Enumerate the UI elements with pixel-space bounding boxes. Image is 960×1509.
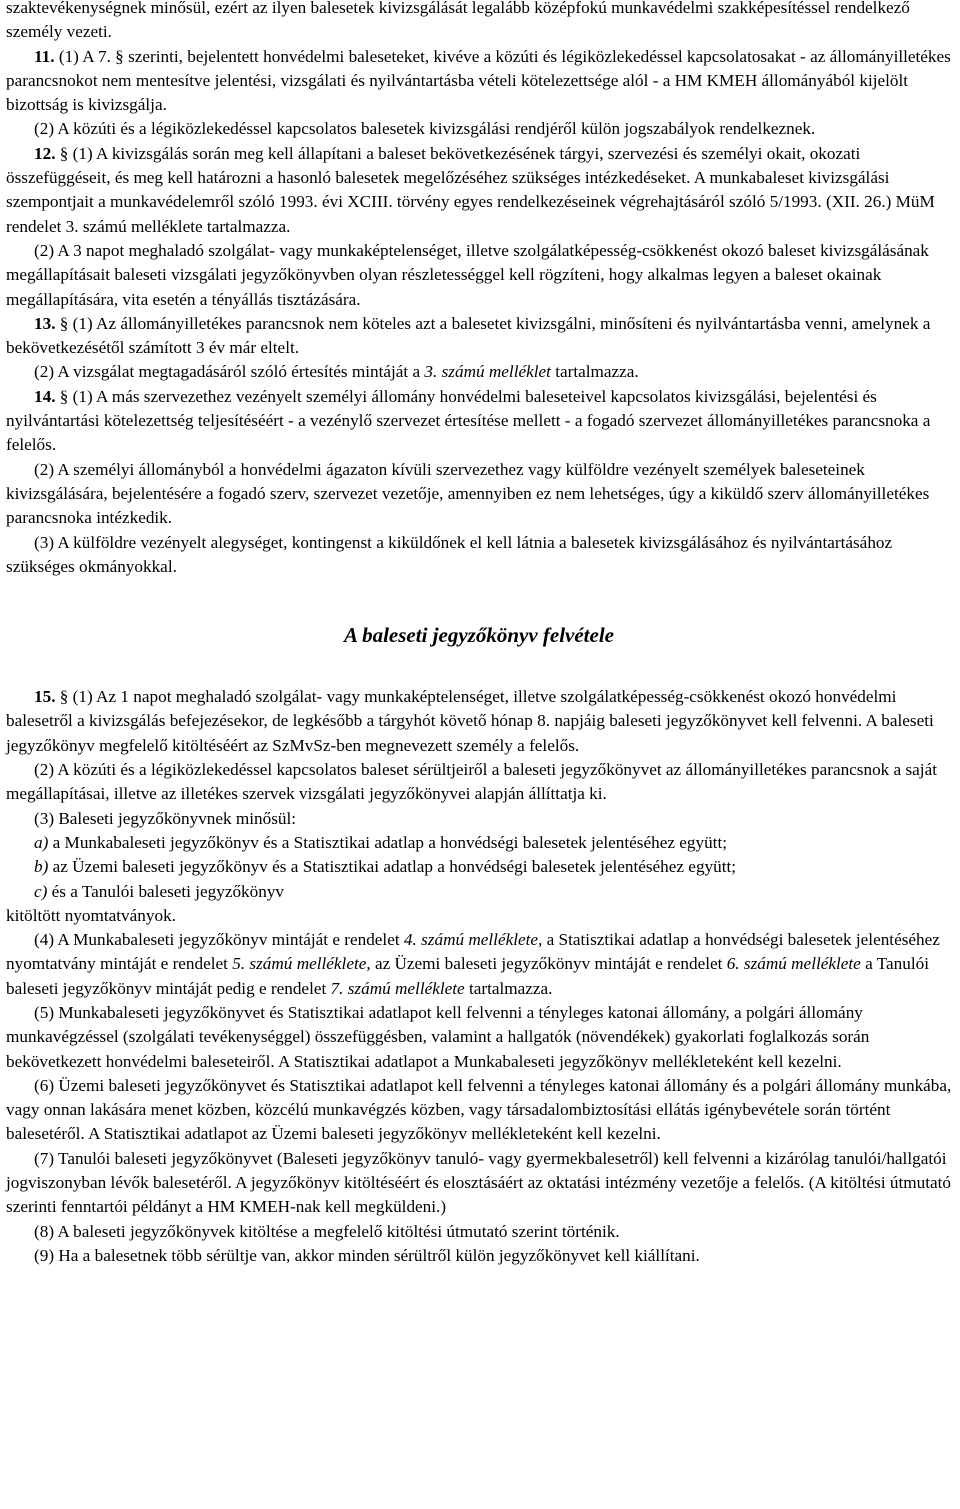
text: (6) Üzemi baleseti jegyzőkönyvet és Statisztikai adatlapot kell felvenni a tényleges katonai állomány és a polgári állomány munkába, vagy onnan lakására menet közben, közcélú munkavégzés közben, vagy társadalombiztosítási ellátás igénybevétele során történt balesetéről. A Statisztikai adatlapot az Üzemi baleseti jegyzőkönyv mellékleteként kell kezelni.	[6, 1075, 952, 1144]
section-12-para-1	[6, 142, 952, 239]
text: (3) Baleseti jegyzőkönyvnek minősül:	[34, 808, 297, 828]
text: (2) A vizsgálat megtagadásáról szóló értesítés mintáját a	[34, 362, 425, 382]
text: a Statisztikai adatlap a honvédségi balesetek jelentéséhez nyomtatvány mintáját e rendelet	[6, 930, 940, 974]
section-12-para-2	[6, 239, 952, 312]
text: (1) A 7. § szerinti, bejelentett honvédelmi baleseteket, kivéve a közúti és légiközlekedéssel kapcsolatosakat - az állományilletékes parancsnokot nem mentesítve jelentési, vizsgálati és nyilvántartásba vételi kötelezettsége alól - a HM KMEH állományából kijelölt bizottság is kivizsgálja.	[6, 46, 951, 115]
text: az Üzemi baleseti jegyzőkönyv és a Statisztikai adatlap a honvédségi balesetek jelentéséhez együtt;	[48, 857, 737, 877]
text: (2) A közúti és a légiközlekedéssel kapcsolatos baleset sérültjeiről a baleseti jegyzőkönyvet az állományilletékes parancsnok a saját megállapításai, illetve az illetékes szervek vizsgálati jegyzőkönyvei alapján állíttatja ki.	[6, 760, 937, 804]
text: tartalmazza.	[464, 978, 553, 998]
text: (7) Tanulói baleseti jegyzőkönyvet (Baleseti jegyzőkönyv tanuló- vagy gyermekbalesetről) kell felvenni a kizárólag tanulói/hallgatói jogviszonyban lévők balesetéről. A jegyzőkönyv kitöltéséért és elosztásáért az oktatási intézmény vezetője a felelős. (A kitöltési útmutató szerinti fenntartói példányt a HM KMEH-nak kell megküldeni.)	[6, 1148, 952, 1217]
text: (4) A Munkabaleseti jegyzőkönyv mintáját e rendelet	[34, 930, 404, 950]
annex-reference: 5. számú melléklete,	[232, 954, 371, 974]
text: és a Tanulói baleseti jegyzőkönyv	[47, 881, 285, 901]
section-11-para-1	[6, 45, 952, 118]
text: tartalmazza.	[550, 362, 639, 382]
text: § (1) Az állományilletékes parancsnok nem köteles azt a balesetet kivizsgálni, minősíteni és nyilvántartásba venni, amelynek a bekövetkezésétől számított 3 év már eltelt.	[6, 313, 931, 358]
text: § (1) Az 1 napot meghaladó szolgálat- vagy munkaképtelenséget, illetve szolgálatképesség-csökkenést okozó honvédelmi balesetről a kivizsgálás befejezésekor, de legkésőbb a tárgyhót követő hónap 8. napjáig baleseti jegyzőkönyvet kell felvenni. A baleseti jegyzőkönyv megfelelő kitöltéséért az SzMvSz-ben megnevezett személy a felelős.	[6, 687, 934, 755]
annex-reference: 3. számú melléklet	[424, 362, 551, 382]
text: a Munkabaleseti jegyzőkönyv és a Statisztikai adatlap a honvédségi balesetek jelentéséhez együtt;	[48, 832, 727, 852]
text: (9) Ha a balesetnek több sérültje van, akkor minden sérültről külön jegyzőkönyvet kell kiállítani.	[34, 1245, 700, 1265]
list-closing	[6, 904, 952, 928]
text: (5) Munkabaleseti jegyzőkönyvet és Statisztikai adatlapot kell felvenni a tényleges katonai állomány, a polgári állomány munkavégzéssel (szolgálati tevékenységgel) összefüggésben, valamint a hallgatók (növendékek) gyakorlati foglalkozás során bekövetkezett honvédelmi baleseteiről. A Statisztikai adatlapot a Munkabaleseti jegyzőkönyv mellékleteként kell kezelni.	[6, 1002, 870, 1071]
annex-reference: 6. számú melléklete	[726, 954, 861, 974]
section-13-para-2	[6, 360, 952, 384]
list-item-c	[6, 880, 952, 904]
section-number: 14.	[34, 386, 56, 406]
section-15-para-5	[6, 1001, 952, 1074]
section-15-para-9	[6, 1244, 952, 1268]
annex-reference: 7. számú melléklete	[330, 978, 465, 998]
paragraph-continuation	[6, 0, 952, 45]
text: (8) A baleseti jegyzőkönyvek kitöltése a megfelelő kitöltési útmutató szerint történik.	[34, 1221, 620, 1241]
section-number: 12.	[34, 143, 56, 163]
text: § (1) A kivizsgálás során meg kell állapítani a baleset bekövetkezésének tárgyi, szervezési és személyi okait, okozati összefüggéseit, és meg kell határozni a hasonló balesetek megelőzéséhez szükséges intézkedéseket. A munkabaleset kivizsgálási szempontjait a munkavédelemről szóló 1993. évi XCIII. törvény egyes rendelkezéseinek végrehajtásáról szóló 5/1993. (XII. 26.) MüM rendelet 3. számú melléklete tartalmazza.	[6, 143, 935, 236]
list-marker: b)	[34, 857, 49, 877]
section-15-para-8	[6, 1220, 952, 1244]
section-11-para-2	[6, 117, 952, 141]
text: (2) A 3 napot meghaladó szolgálat- vagy munkaképtelenséget, illetve szolgálatképesség-csökkenést okozó baleset kivizsgálásának megállapításait baleseti vizsgálati jegyzőkönyvben olyan részletességgel kell rögzíteni, hogy alkalmas legyen a baleset okainak megállapítására, vita esetén a tényállás tisztázására.	[6, 240, 929, 309]
list-marker: a)	[34, 832, 49, 852]
annex-reference: 4. számú melléklete,	[403, 930, 543, 950]
section-14-para-2	[6, 458, 952, 531]
list-marker: c)	[34, 881, 48, 901]
section-15-para-1	[6, 685, 952, 758]
text: szaktevékenységnek minősül, ezért az ilyen balesetek kivizsgálását legalább középfokú munkavédelmi szakképesítéssel rendelkező személy vezeti.	[6, 0, 910, 42]
list-item-a	[6, 831, 952, 855]
list-item-b	[6, 855, 952, 879]
section-15-para-2	[6, 758, 952, 807]
section-14-para-3	[6, 531, 952, 580]
text: a Tanulói baleseti jegyzőkönyv mintáját pedig e rendelet	[6, 954, 929, 998]
section-15-para-3	[6, 807, 952, 831]
section-15-para-4	[6, 928, 952, 1001]
section-number: 13.	[34, 313, 56, 333]
text: kitöltött nyomtatványok.	[6, 905, 176, 925]
section-number: 15.	[34, 687, 56, 707]
section-14-para-1	[6, 385, 952, 458]
section-13-para-1	[6, 312, 952, 361]
text: (3) A külföldre vezényelt alegységet, kontingenst a kiküldőnek el kell látnia a balesetek kivizsgálásához és nyilvántartásához szükséges okmányokkal.	[6, 532, 893, 576]
text: (2) A személyi állományból a honvédelmi ágazaton kívüli szervezethez vagy külföldre vezényelt személyek baleseteinek kivizsgálására, bejelentésére a fogadó szerv, szervezet vezetője, amennyiben ez nem lehetséges, úgy a kiküldő szerv állományilletékes parancsnoka intézkedik.	[6, 459, 930, 528]
section-15-para-7	[6, 1147, 952, 1220]
section-heading: A baleseti jegyzőkönyv felvétele	[344, 623, 614, 648]
section-number: 11.	[34, 46, 55, 66]
text: az Üzemi baleseti jegyzőkönyv mintáját e rendelet	[370, 954, 727, 974]
text: § (1) A más szervezethez vezényelt személyi állomány honvédelmi baleseteivel kapcsolatos kivizsgálási, bejelentési és nyilvántartási kötelezettség teljesítéséért - a vezénylő szervezet értesítése mellett - a fogadó szervezet állományilletékes parancsnoka a felelős.	[6, 386, 931, 455]
section-15-para-6	[6, 1074, 952, 1147]
text: (2) A közúti és a légiközlekedéssel kapcsolatos balesetek kivizsgálási rendjéről külön jogszabályok rendelkeznek.	[34, 119, 816, 139]
